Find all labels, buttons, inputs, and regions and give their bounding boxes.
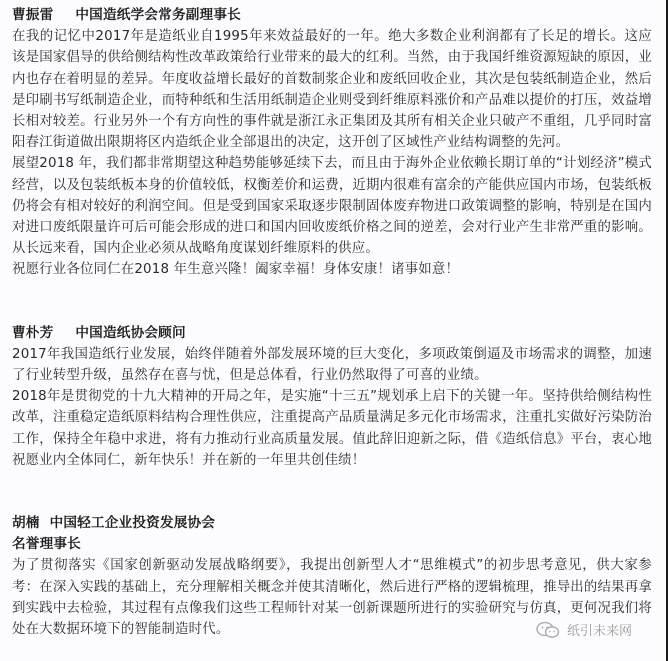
section-spacer (12, 281, 652, 323)
person-name: 曹振雷 (12, 7, 54, 23)
watermark-text: 纸引未来网 (567, 624, 633, 639)
section-heading (12, 5, 652, 26)
paragraph: 2018年是贯彻党的十九大精神的开局之年，是实施“十三五”规划承上启下的关键一年。坚持供给侧结构性改革，注重稳定造纸原料结构合理性供应，注重提高产品质量满足多元化市场需求，注重扎实做好污染防治工作，保持全年稳中求进，将有力推动行业高质量发展。值此辞旧迎新之际，借《造纸信息》平台，衷心地祝愿业内全体同仁，新年快乐！并在新的一年里共创佳绩！ (12, 389, 652, 468)
paragraph: 为了贯彻落实《国家创新驱动发展战略纲要》，我提出创新型人才“思维模式”的初步思考意见，供大家参考：在深入实践的基础上，充分理解相关概念并使其清晰化，然后进行严格的逻辑梳理，推导出的结果再拿到实践中去检验，其过程有点像我们这些工程师针对某一创新课题所进行的实验研究与仿真，更何况我们将处在大数据环境下的智能制造时代。 (12, 558, 652, 638)
wechat-icon (535, 621, 561, 639)
person-name: 曹朴芳 (12, 324, 54, 341)
paragraph: 在我的记忆中2017年是造纸业自1995年来效益最好的一年。绝大多数企业利润都有了长足的增长。这应该是国家倡导的供给侧结构性改革政策给行业带来的最大的红利。当然，由于我国纤维资源短缺的原因，业内也存在着明显的差异。年度收益增长最好的首数制浆企业和废纸回收企业，其次是包装纸制造企业，然后是印刷书写纸制造企业，而特种纸和生活用纸制造企业则受到纤维原料涨价和产品难以提价的打压，效益增长相对较差。行业另外一个有方向性的事件就是浙江永正集团及其所有相关企业只破产不重组，几乎同时富阳春江街道做出限期将区内造纸企业全部退出的决定，这开创了区域性产业结构调整的先河。 (12, 29, 652, 151)
paragraph: 祝愿行业各位同仁在2018 年生意兴隆！阖家幸福！身体安康！诸事如意！ (12, 262, 460, 278)
person-title: 中国造纸学会常务副理事长 (75, 7, 241, 23)
watermark (535, 620, 632, 639)
article-content (12, 5, 652, 640)
section-cao-zhenlei (12, 5, 652, 281)
person-title-line2: 名誉理事长 (12, 536, 81, 553)
section-heading (12, 513, 652, 534)
paragraph: 2017年我国造纸行业发展，始终伴随着外部发展环境的巨大变化，多项政策倒逼及市场需求的调整，加速了行业转型升级，虽然存在喜与忧，但是总体看，行业仍然取得了可喜的业绩。 (12, 346, 652, 384)
section-cao-pufang (12, 323, 652, 471)
person-title: 中国轻工企业投资发展协会 (49, 515, 216, 532)
section-heading (12, 323, 652, 344)
person-title: 中国造纸协会顾问 (75, 324, 186, 341)
section-spacer (12, 471, 652, 513)
person-name: 胡楠 (12, 515, 40, 532)
paragraph: 展望2018 年，我们都非常期望这种趋势能够延续下去，而且由于海外企业依赖长期订单的“计划经济”模式经营，以及包装纸板本身的价值较低，权衡差价和运费，近期内很难有富余的产能供应国内市场，包装纸板仍将会有相对较好的利润空间。但是受到国家采取逐步限制固体废弃物进口政策调整的影响，特别是在国内对进口废纸限量许可后可能会形成的进口和国内回收废纸价格之间的逆差，会对行业产生非常严重的影响。从长远来看，国内企业必须从战略角度谋划纤维原料的供应。 (12, 156, 652, 257)
